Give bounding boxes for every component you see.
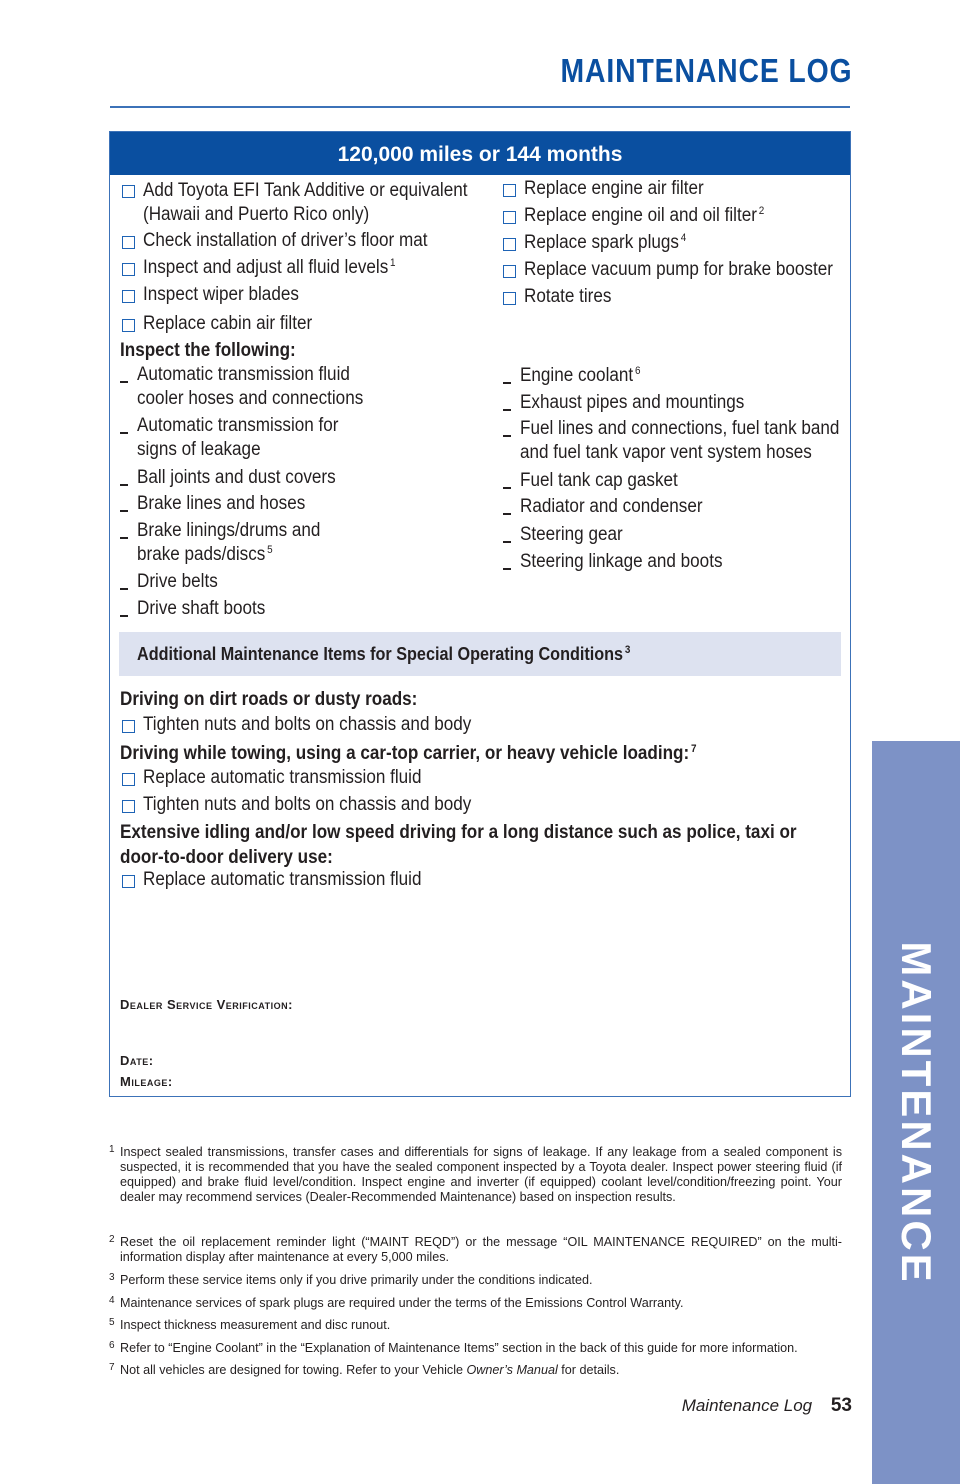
- footnote-3: 3 Perform these service items only if you drive primarily under the conditions indicated.: [109, 1272, 593, 1287]
- checklist-right-item: Replace vacuum pump for brake booster: [524, 259, 833, 280]
- checkbox-engine-air-filter[interactable]: [503, 184, 516, 197]
- inspect-left-item-cont: signs of leakage: [137, 439, 261, 460]
- dash-bullet: [120, 588, 128, 590]
- condition-heading: Driving while towing, using a car-top carrier, or heavy vehicle loading: $^7$: [120, 742, 697, 764]
- checkbox-engine-oil[interactable]: [503, 211, 516, 224]
- condition-item: Replace automatic transmission fluid: [143, 767, 422, 788]
- card-title: 120,000 miles or 144 months: [110, 132, 850, 175]
- checkbox-fluid-levels[interactable]: [122, 263, 135, 276]
- checkbox-idling-replace-fluid[interactable]: [122, 875, 135, 888]
- inspect-right-item: Steering linkage and boots: [520, 551, 723, 572]
- dash-bullet: [120, 510, 128, 512]
- inspect-right-item: Engine coolant $^6$: [520, 364, 641, 386]
- inspect-right-item-cont: and fuel tank vapor vent system hoses: [520, 442, 812, 463]
- checklist-left-item-cont: (Hawaii and Puerto Rico only): [143, 204, 370, 225]
- inspect-left-item: Brake lines and hoses: [137, 493, 306, 514]
- inspect-right-item: Radiator and condenser: [520, 496, 703, 517]
- checkbox-towing-tighten-nuts[interactable]: [122, 800, 135, 813]
- inspect-left-item-cont: brake pads/discs $^5$: [137, 543, 273, 565]
- maintenance-card: [109, 131, 851, 1097]
- checklist-left-item: Replace cabin air filter: [143, 313, 313, 334]
- checkbox-wiper-blades[interactable]: [122, 290, 135, 303]
- checkbox-cabin-filter[interactable]: [122, 319, 135, 332]
- footnote-2: 2 Reset the oil replacement reminder light (“MAINT REQD”) or the message “OIL MAINTENANCE REQUIRED” on the multi-information display after maintenance at every 5,000 miles.: [109, 1234, 842, 1264]
- inspect-left-item-cont: cooler hoses and connections: [137, 388, 364, 409]
- condition-item: Tighten nuts and bolts on chassis and body: [143, 714, 472, 735]
- checklist-left-item: Add Toyota EFI Tank Additive or equivalent: [143, 180, 468, 201]
- footnote-7: 7 Not all vehicles are designed for towing. Refer to your Vehicle Owner’s Manual for details.: [109, 1362, 620, 1377]
- mileage-label: Mileage:: [120, 1074, 173, 1089]
- footnote-4: 4 Maintenance services of spark plugs are required under the terms of the Emissions Control Warranty.: [109, 1295, 684, 1310]
- additional-items-title: Additional Maintenance Items for Special Operating Conditions $^3$: [137, 644, 631, 664]
- section-side-tab: [872, 741, 960, 1484]
- inspect-left-item: Drive belts: [137, 571, 218, 592]
- footnote-1: 1 Inspect sealed transmissions, transfer cases and differentials for signs of leakage. If any leakage from a sealed component is suspected, it is recommended that you have the sealed component inspected by a Toyota dealer. Inspect power steering fluid (if equipped) and brake fluid level/condition. Inspect engine and inverter (if equipped) coolant level/condition/freezing point. Your dealer may recommend services (Dealer-Recommended Maintenance) based on inspection results.: [109, 1144, 842, 1204]
- checklist-left-item: Inspect and adjust all fluid levels $^1$: [143, 256, 396, 278]
- dash-bullet: [503, 435, 511, 437]
- dash-bullet: [120, 484, 128, 486]
- condition-heading-cont: door-to-door delivery use:: [120, 847, 333, 868]
- checklist-left-item: Check installation of driver’s floor mat: [143, 230, 428, 251]
- checkbox-rotate-tires[interactable]: [503, 292, 516, 305]
- checklist-right-item: Replace spark plugs $^4$: [524, 231, 687, 253]
- page-footer: [682, 1395, 852, 1417]
- inspect-left-item: Ball joints and dust covers: [137, 467, 336, 488]
- inspect-heading: Inspect the following:: [120, 340, 296, 361]
- inspect-left-item: Automatic transmission fluid: [137, 364, 350, 385]
- dash-bullet: [503, 487, 511, 489]
- checkbox-dusty-tighten-nuts[interactable]: [122, 720, 135, 733]
- footnote-5: 5 Inspect thickness measurement and disc runout.: [109, 1317, 391, 1332]
- side-tab-label: MAINTENANCE: [893, 941, 940, 1285]
- inspect-right-item: Fuel lines and connections, fuel tank band: [520, 418, 840, 439]
- footnote-6: 6 Refer to “Engine Coolant” in the “Explanation of Maintenance Items” section in the back of this guide for more information.: [109, 1340, 798, 1355]
- page-title: MAINTENANCE LOG: [560, 52, 852, 89]
- inspect-right-item: Steering gear: [520, 524, 623, 545]
- condition-item: Tighten nuts and bolts on chassis and body: [143, 794, 472, 815]
- checkbox-towing-replace-fluid[interactable]: [122, 773, 135, 786]
- checklist-right-item: Replace engine air filter: [524, 178, 704, 199]
- checkbox-efi-additive[interactable]: [122, 185, 135, 198]
- footer-section-name: Maintenance Log: [681, 1396, 813, 1415]
- checkbox-vacuum-pump[interactable]: [503, 265, 516, 278]
- checklist-right-item: Replace engine oil and oil filter $^2$: [524, 204, 765, 226]
- condition-heading: Extensive idling and/or low speed driving for a long distance such as police, taxi or: [120, 822, 797, 843]
- checkbox-spark-plugs[interactable]: [503, 238, 516, 251]
- inspect-right-item: Exhaust pipes and mountings: [520, 392, 745, 413]
- inspect-left-item: Automatic transmission for: [137, 415, 339, 436]
- dash-bullet: [120, 381, 128, 383]
- dash-bullet: [503, 382, 511, 384]
- page-number: 53: [830, 1395, 852, 1416]
- checklist-left-item: Inspect wiper blades: [143, 284, 299, 305]
- dash-bullet: [503, 513, 511, 515]
- dash-bullet: [503, 568, 511, 570]
- dash-bullet: [503, 409, 511, 411]
- dealer-verification-label: Dealer Service Verification:: [120, 997, 293, 1012]
- inspect-left-item: Brake linings/drums and: [137, 520, 321, 541]
- condition-item: Replace automatic transmission fluid: [143, 869, 422, 890]
- dash-bullet: [503, 541, 511, 543]
- header-divider: [110, 106, 850, 108]
- inspect-right-item: Fuel tank cap gasket: [520, 470, 678, 491]
- condition-heading: Driving on dirt roads or dusty roads:: [120, 689, 418, 710]
- dash-bullet: [120, 432, 128, 434]
- inspect-left-item: Drive shaft boots: [137, 598, 266, 619]
- checklist-right-item: Rotate tires: [524, 286, 612, 307]
- date-label: Date:: [120, 1053, 154, 1068]
- checkbox-floor-mat[interactable]: [122, 236, 135, 249]
- additional-items-band: [119, 632, 841, 676]
- dash-bullet: [120, 615, 128, 617]
- dash-bullet: [120, 537, 128, 539]
